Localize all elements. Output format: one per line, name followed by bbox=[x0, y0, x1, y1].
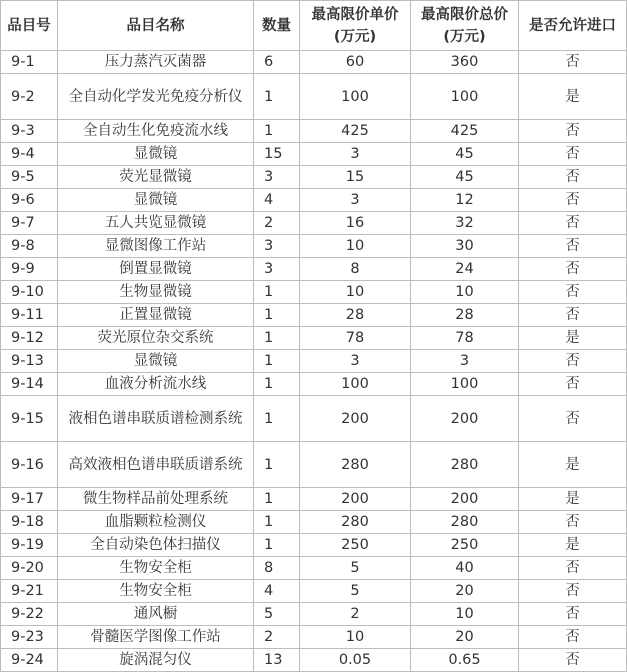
cell-unit-price: 10 bbox=[300, 281, 411, 304]
table-row bbox=[1, 281, 627, 304]
cell-import-allowed: 否 bbox=[519, 51, 627, 74]
cell-unit-price: 8 bbox=[300, 258, 411, 281]
cell-quantity: 1 bbox=[254, 281, 300, 304]
cell-import-allowed: 否 bbox=[519, 557, 627, 580]
cell-import-allowed: 否 bbox=[519, 373, 627, 396]
cell-item-name: 显微图像工作站 bbox=[58, 235, 254, 258]
cell-item-no: 9-24 bbox=[1, 649, 58, 672]
table-row bbox=[1, 189, 627, 212]
cell-total-price: 78 bbox=[411, 327, 519, 350]
cell-item-no: 9-22 bbox=[1, 603, 58, 626]
cell-import-allowed: 否 bbox=[519, 189, 627, 212]
cell-item-no: 9-20 bbox=[1, 557, 58, 580]
cell-item-name: 全自动生化免疫流水线 bbox=[58, 120, 254, 143]
cell-item-no: 9-13 bbox=[1, 350, 58, 373]
cell-import-allowed: 是 bbox=[519, 488, 627, 511]
cell-unit-price: 5 bbox=[300, 557, 411, 580]
cell-unit-price: 15 bbox=[300, 166, 411, 189]
cell-total-price: 0.65 bbox=[411, 649, 519, 672]
table-row bbox=[1, 258, 627, 281]
cell-item-name: 液相色谱串联质谱检测系统 bbox=[58, 396, 254, 442]
cell-item-name: 压力蒸汽灭菌器 bbox=[58, 51, 254, 74]
header-total-price: 最高限价总价 (万元) bbox=[411, 1, 519, 51]
table-row bbox=[1, 511, 627, 534]
cell-item-no: 9-15 bbox=[1, 396, 58, 442]
table-row bbox=[1, 304, 627, 327]
cell-import-allowed: 否 bbox=[519, 649, 627, 672]
cell-import-allowed: 否 bbox=[519, 603, 627, 626]
cell-item-no: 9-7 bbox=[1, 212, 58, 235]
table-row bbox=[1, 442, 627, 488]
cell-import-allowed: 否 bbox=[519, 626, 627, 649]
table-row bbox=[1, 580, 627, 603]
cell-item-no: 9-18 bbox=[1, 511, 58, 534]
cell-total-price: 20 bbox=[411, 626, 519, 649]
header-item-no: 品目号 bbox=[1, 1, 58, 51]
cell-total-price: 100 bbox=[411, 373, 519, 396]
cell-total-price: 40 bbox=[411, 557, 519, 580]
table-header-row bbox=[1, 1, 627, 51]
cell-unit-price: 200 bbox=[300, 488, 411, 511]
cell-unit-price: 78 bbox=[300, 327, 411, 350]
cell-item-no: 9-10 bbox=[1, 281, 58, 304]
cell-total-price: 100 bbox=[411, 74, 519, 120]
cell-unit-price: 3 bbox=[300, 143, 411, 166]
cell-item-name: 高效液相色谱串联质谱系统 bbox=[58, 442, 254, 488]
cell-unit-price: 16 bbox=[300, 212, 411, 235]
cell-item-no: 9-3 bbox=[1, 120, 58, 143]
cell-quantity: 13 bbox=[254, 649, 300, 672]
cell-item-no: 9-16 bbox=[1, 442, 58, 488]
cell-quantity: 4 bbox=[254, 580, 300, 603]
cell-unit-price: 100 bbox=[300, 373, 411, 396]
cell-item-no: 9-14 bbox=[1, 373, 58, 396]
cell-item-name: 生物显微镜 bbox=[58, 281, 254, 304]
cell-item-no: 9-11 bbox=[1, 304, 58, 327]
table-row bbox=[1, 373, 627, 396]
header-unit-price: 最高限价单价 (万元) bbox=[300, 1, 411, 51]
cell-item-name: 五人共览显微镜 bbox=[58, 212, 254, 235]
cell-total-price: 200 bbox=[411, 396, 519, 442]
cell-item-no: 9-2 bbox=[1, 74, 58, 120]
cell-unit-price: 0.05 bbox=[300, 649, 411, 672]
cell-quantity: 3 bbox=[254, 166, 300, 189]
cell-item-name: 荧光原位杂交系统 bbox=[58, 327, 254, 350]
cell-total-price: 425 bbox=[411, 120, 519, 143]
cell-item-no: 9-5 bbox=[1, 166, 58, 189]
cell-item-name: 血脂颗粒检测仪 bbox=[58, 511, 254, 534]
cell-item-no: 9-1 bbox=[1, 51, 58, 74]
cell-item-no: 9-8 bbox=[1, 235, 58, 258]
cell-quantity: 1 bbox=[254, 442, 300, 488]
cell-item-name: 全自动化学发光免疫分析仪 bbox=[58, 74, 254, 120]
cell-quantity: 1 bbox=[254, 488, 300, 511]
cell-unit-price: 100 bbox=[300, 74, 411, 120]
cell-total-price: 20 bbox=[411, 580, 519, 603]
table-row bbox=[1, 143, 627, 166]
cell-quantity: 1 bbox=[254, 396, 300, 442]
cell-quantity: 1 bbox=[254, 534, 300, 557]
cell-quantity: 1 bbox=[254, 327, 300, 350]
cell-total-price: 32 bbox=[411, 212, 519, 235]
table-row bbox=[1, 534, 627, 557]
cell-quantity: 15 bbox=[254, 143, 300, 166]
cell-unit-price: 3 bbox=[300, 189, 411, 212]
cell-total-price: 12 bbox=[411, 189, 519, 212]
cell-quantity: 2 bbox=[254, 212, 300, 235]
cell-quantity: 1 bbox=[254, 511, 300, 534]
cell-item-name: 生物安全柜 bbox=[58, 580, 254, 603]
cell-quantity: 1 bbox=[254, 120, 300, 143]
cell-import-allowed: 否 bbox=[519, 143, 627, 166]
cell-quantity: 3 bbox=[254, 235, 300, 258]
cell-import-allowed: 否 bbox=[519, 350, 627, 373]
cell-item-name: 通风橱 bbox=[58, 603, 254, 626]
table-row bbox=[1, 396, 627, 442]
cell-item-no: 9-9 bbox=[1, 258, 58, 281]
cell-quantity: 1 bbox=[254, 304, 300, 327]
table-row bbox=[1, 626, 627, 649]
cell-quantity: 3 bbox=[254, 258, 300, 281]
cell-import-allowed: 否 bbox=[519, 120, 627, 143]
cell-import-allowed: 是 bbox=[519, 327, 627, 350]
table-row bbox=[1, 120, 627, 143]
cell-total-price: 280 bbox=[411, 511, 519, 534]
table-row bbox=[1, 166, 627, 189]
cell-unit-price: 250 bbox=[300, 534, 411, 557]
table-row bbox=[1, 74, 627, 120]
table-row bbox=[1, 649, 627, 672]
cell-item-no: 9-23 bbox=[1, 626, 58, 649]
cell-total-price: 10 bbox=[411, 281, 519, 304]
cell-item-name: 正置显微镜 bbox=[58, 304, 254, 327]
cell-quantity: 8 bbox=[254, 557, 300, 580]
cell-total-price: 280 bbox=[411, 442, 519, 488]
cell-item-no: 9-19 bbox=[1, 534, 58, 557]
table-row bbox=[1, 603, 627, 626]
cell-unit-price: 200 bbox=[300, 396, 411, 442]
cell-total-price: 360 bbox=[411, 51, 519, 74]
cell-item-name: 微生物样品前处理系统 bbox=[58, 488, 254, 511]
cell-item-no: 9-17 bbox=[1, 488, 58, 511]
cell-import-allowed: 是 bbox=[519, 442, 627, 488]
cell-item-name: 荧光显微镜 bbox=[58, 166, 254, 189]
cell-import-allowed: 否 bbox=[519, 304, 627, 327]
cell-unit-price: 425 bbox=[300, 120, 411, 143]
cell-total-price: 10 bbox=[411, 603, 519, 626]
cell-item-no: 9-6 bbox=[1, 189, 58, 212]
cell-total-price: 24 bbox=[411, 258, 519, 281]
cell-import-allowed: 是 bbox=[519, 534, 627, 557]
cell-unit-price: 10 bbox=[300, 235, 411, 258]
cell-item-no: 9-4 bbox=[1, 143, 58, 166]
cell-item-name: 骨髓医学图像工作站 bbox=[58, 626, 254, 649]
table-row bbox=[1, 557, 627, 580]
cell-item-name: 血液分析流水线 bbox=[58, 373, 254, 396]
cell-total-price: 45 bbox=[411, 143, 519, 166]
cell-unit-price: 280 bbox=[300, 511, 411, 534]
cell-unit-price: 28 bbox=[300, 304, 411, 327]
cell-item-name: 生物安全柜 bbox=[58, 557, 254, 580]
table-row bbox=[1, 51, 627, 74]
cell-total-price: 30 bbox=[411, 235, 519, 258]
cell-item-name: 显微镜 bbox=[58, 189, 254, 212]
cell-item-name: 全自动染色体扫描仪 bbox=[58, 534, 254, 557]
cell-import-allowed: 否 bbox=[519, 166, 627, 189]
table-row bbox=[1, 235, 627, 258]
cell-import-allowed: 否 bbox=[519, 511, 627, 534]
cell-unit-price: 3 bbox=[300, 350, 411, 373]
cell-total-price: 250 bbox=[411, 534, 519, 557]
header-item-name: 品目名称 bbox=[58, 1, 254, 51]
cell-unit-price: 5 bbox=[300, 580, 411, 603]
cell-item-name: 显微镜 bbox=[58, 143, 254, 166]
cell-item-name: 显微镜 bbox=[58, 350, 254, 373]
header-quantity: 数量 bbox=[254, 1, 300, 51]
cell-unit-price: 10 bbox=[300, 626, 411, 649]
header-import-allowed: 是否允许进口 bbox=[519, 1, 627, 51]
cell-quantity: 5 bbox=[254, 603, 300, 626]
cell-quantity: 1 bbox=[254, 74, 300, 120]
cell-total-price: 3 bbox=[411, 350, 519, 373]
cell-unit-price: 2 bbox=[300, 603, 411, 626]
cell-import-allowed: 否 bbox=[519, 396, 627, 442]
cell-item-name: 旋涡混匀仪 bbox=[58, 649, 254, 672]
cell-total-price: 45 bbox=[411, 166, 519, 189]
table-row bbox=[1, 212, 627, 235]
table-row bbox=[1, 327, 627, 350]
watermark bbox=[8, 654, 12, 665]
table-row bbox=[1, 350, 627, 373]
cell-import-allowed: 是 bbox=[519, 74, 627, 120]
cell-quantity: 1 bbox=[254, 373, 300, 396]
cell-import-allowed: 否 bbox=[519, 580, 627, 603]
cell-item-no: 9-21 bbox=[1, 580, 58, 603]
cell-import-allowed: 否 bbox=[519, 235, 627, 258]
cell-item-no: 9-12 bbox=[1, 327, 58, 350]
cell-import-allowed: 否 bbox=[519, 258, 627, 281]
cell-import-allowed: 否 bbox=[519, 281, 627, 304]
cell-quantity: 2 bbox=[254, 626, 300, 649]
cell-total-price: 28 bbox=[411, 304, 519, 327]
cell-quantity: 6 bbox=[254, 51, 300, 74]
cell-import-allowed: 否 bbox=[519, 212, 627, 235]
cell-item-name: 倒置显微镜 bbox=[58, 258, 254, 281]
cell-quantity: 1 bbox=[254, 350, 300, 373]
cell-unit-price: 60 bbox=[300, 51, 411, 74]
table-row bbox=[1, 488, 627, 511]
cell-unit-price: 280 bbox=[300, 442, 411, 488]
cell-total-price: 200 bbox=[411, 488, 519, 511]
cell-quantity: 4 bbox=[254, 189, 300, 212]
